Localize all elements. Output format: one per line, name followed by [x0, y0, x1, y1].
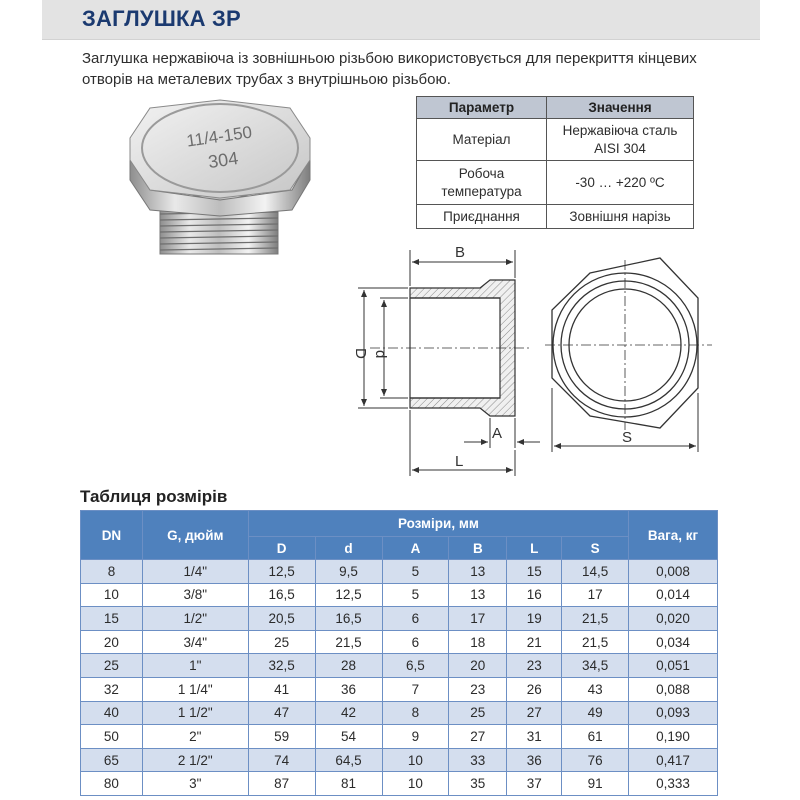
param-value: -30 … +220 ºC: [547, 161, 694, 205]
table-row: [81, 560, 718, 584]
table-row: [81, 748, 718, 772]
parameters-table: [416, 96, 694, 229]
params-header-value: Значення: [547, 97, 694, 119]
table-row: [417, 161, 694, 205]
cell-D: 74: [248, 748, 315, 772]
cell-d: 54: [315, 725, 382, 749]
section-view: [370, 280, 530, 416]
photo-marking-size: 11/4-150: [185, 122, 254, 151]
cell-A: 7: [382, 677, 449, 701]
cell-g: 3/4": [142, 630, 248, 654]
cell-L: 27: [507, 701, 562, 725]
header-dim-B: B: [449, 537, 507, 560]
cell-S: 49: [562, 701, 629, 725]
cell-S: 61: [562, 725, 629, 749]
cell-d: 9,5: [315, 560, 382, 584]
cell-g: 1": [142, 654, 248, 678]
cell-S: 14,5: [562, 560, 629, 584]
cell-S: 17: [562, 583, 629, 607]
label-a: A: [492, 425, 503, 442]
param-value: Зовнішня нарізь: [547, 205, 694, 229]
product-description: Заглушка нержавіюча із зовнішньою різьбою використовується для перекриття кінцевих отворів на металевих трубах з внутрішньою різьбою.: [82, 50, 697, 88]
cell-A: 8: [382, 701, 449, 725]
cell-d: 16,5: [315, 607, 382, 631]
param-name: Приєднання: [417, 205, 547, 229]
cell-dn: 8: [81, 560, 143, 584]
cell-A: 10: [382, 748, 449, 772]
cell-weight: 0,014: [629, 583, 718, 607]
cell-A: 6: [382, 630, 449, 654]
cell-g: 2 1/2": [142, 748, 248, 772]
cell-B: 33: [449, 748, 507, 772]
cell-B: 23: [449, 677, 507, 701]
table-row: [81, 725, 718, 749]
cell-D: 16,5: [248, 583, 315, 607]
header-dim-d: d: [315, 537, 382, 560]
table-row: [81, 677, 718, 701]
technical-drawing: [340, 238, 720, 483]
cell-S: 34,5: [562, 654, 629, 678]
cell-S: 76: [562, 748, 629, 772]
table-row: [417, 205, 694, 229]
header-dim-A: A: [382, 537, 449, 560]
cell-g: 1 1/2": [142, 701, 248, 725]
cell-weight: 0,020: [629, 607, 718, 631]
cell-L: 16: [507, 583, 562, 607]
cell-g: 1/2": [142, 607, 248, 631]
label-b: B: [455, 244, 466, 261]
cell-g: 1/4": [142, 560, 248, 584]
sizes-table-title: Таблиця розмірів: [80, 487, 228, 506]
cell-S: 43: [562, 677, 629, 701]
label-l: L: [455, 453, 464, 470]
cell-B: 25: [449, 701, 507, 725]
table-row: [81, 630, 718, 654]
cell-L: 37: [507, 772, 562, 796]
table-row: [417, 119, 694, 161]
cell-d: 28: [315, 654, 382, 678]
product-photo: [120, 98, 320, 258]
cell-B: 13: [449, 560, 507, 584]
cell-A: 10: [382, 772, 449, 796]
label-d-outer: D: [352, 348, 369, 359]
cell-B: 17: [449, 607, 507, 631]
cell-D: 59: [248, 725, 315, 749]
table-row: [81, 583, 718, 607]
cell-A: 6: [382, 607, 449, 631]
cell-d: 12,5: [315, 583, 382, 607]
table-row: [81, 654, 718, 678]
header-dim-S: S: [562, 537, 629, 560]
cell-dn: 15: [81, 607, 143, 631]
title-bar: [42, 0, 760, 40]
header-dim-L: L: [507, 537, 562, 560]
cell-weight: 0,417: [629, 748, 718, 772]
cell-S: 91: [562, 772, 629, 796]
cell-dn: 80: [81, 772, 143, 796]
cell-D: 41: [248, 677, 315, 701]
cell-L: 31: [507, 725, 562, 749]
cell-dn: 10: [81, 583, 143, 607]
cell-A: 5: [382, 583, 449, 607]
cell-B: 13: [449, 583, 507, 607]
label-d-inner: d: [372, 350, 389, 359]
header-dn: DN: [81, 511, 143, 560]
photo-marking-grade: 304: [206, 148, 240, 173]
cell-L: 19: [507, 607, 562, 631]
header-weight: Вага, кг: [629, 511, 718, 560]
cell-B: 18: [449, 630, 507, 654]
cell-D: 32,5: [248, 654, 315, 678]
cell-L: 23: [507, 654, 562, 678]
cell-S: 21,5: [562, 607, 629, 631]
cell-weight: 0,190: [629, 725, 718, 749]
cell-d: 36: [315, 677, 382, 701]
cell-D: 20,5: [248, 607, 315, 631]
cell-B: 27: [449, 725, 507, 749]
cell-d: 81: [315, 772, 382, 796]
cell-S: 21,5: [562, 630, 629, 654]
cell-dn: 32: [81, 677, 143, 701]
cell-L: 26: [507, 677, 562, 701]
cell-weight: 0,093: [629, 701, 718, 725]
cell-D: 25: [248, 630, 315, 654]
table-row: [81, 701, 718, 725]
cell-A: 6,5: [382, 654, 449, 678]
cell-D: 47: [248, 701, 315, 725]
sizes-table: [80, 510, 718, 796]
header-g: G, дюйм: [142, 511, 248, 560]
cell-A: 5: [382, 560, 449, 584]
cell-weight: 0,051: [629, 654, 718, 678]
cell-g: 1 1/4": [142, 677, 248, 701]
cell-g: 2": [142, 725, 248, 749]
cell-L: 36: [507, 748, 562, 772]
label-s: S: [622, 429, 633, 446]
cell-d: 42: [315, 701, 382, 725]
hex-front-view: [545, 258, 712, 430]
cell-dn: 65: [81, 748, 143, 772]
param-value: Нержавіюча сталь AISI 304: [547, 119, 694, 161]
header-dim-D: D: [248, 537, 315, 560]
cell-A: 9: [382, 725, 449, 749]
table-row: [81, 607, 718, 631]
cell-B: 35: [449, 772, 507, 796]
cell-D: 87: [248, 772, 315, 796]
cell-L: 21: [507, 630, 562, 654]
cell-d: 21,5: [315, 630, 382, 654]
param-name: Матеріал: [417, 119, 547, 161]
cell-weight: 0,333: [629, 772, 718, 796]
cell-d: 64,5: [315, 748, 382, 772]
cell-g: 3": [142, 772, 248, 796]
cell-L: 15: [507, 560, 562, 584]
cell-weight: 0,034: [629, 630, 718, 654]
cell-B: 20: [449, 654, 507, 678]
cell-D: 12,5: [248, 560, 315, 584]
cell-weight: 0,008: [629, 560, 718, 584]
cell-dn: 20: [81, 630, 143, 654]
table-row: [81, 772, 718, 796]
cell-dn: 40: [81, 701, 143, 725]
cell-dn: 25: [81, 654, 143, 678]
header-dimensions-group: Розміри, мм: [248, 511, 628, 537]
params-header-parameter: Параметр: [417, 97, 547, 119]
cell-weight: 0,088: [629, 677, 718, 701]
page-title: ЗАГЛУШКА ЗР: [82, 6, 241, 31]
param-name: Робоча температура: [417, 161, 547, 205]
cell-dn: 50: [81, 725, 143, 749]
cell-g: 3/8": [142, 583, 248, 607]
